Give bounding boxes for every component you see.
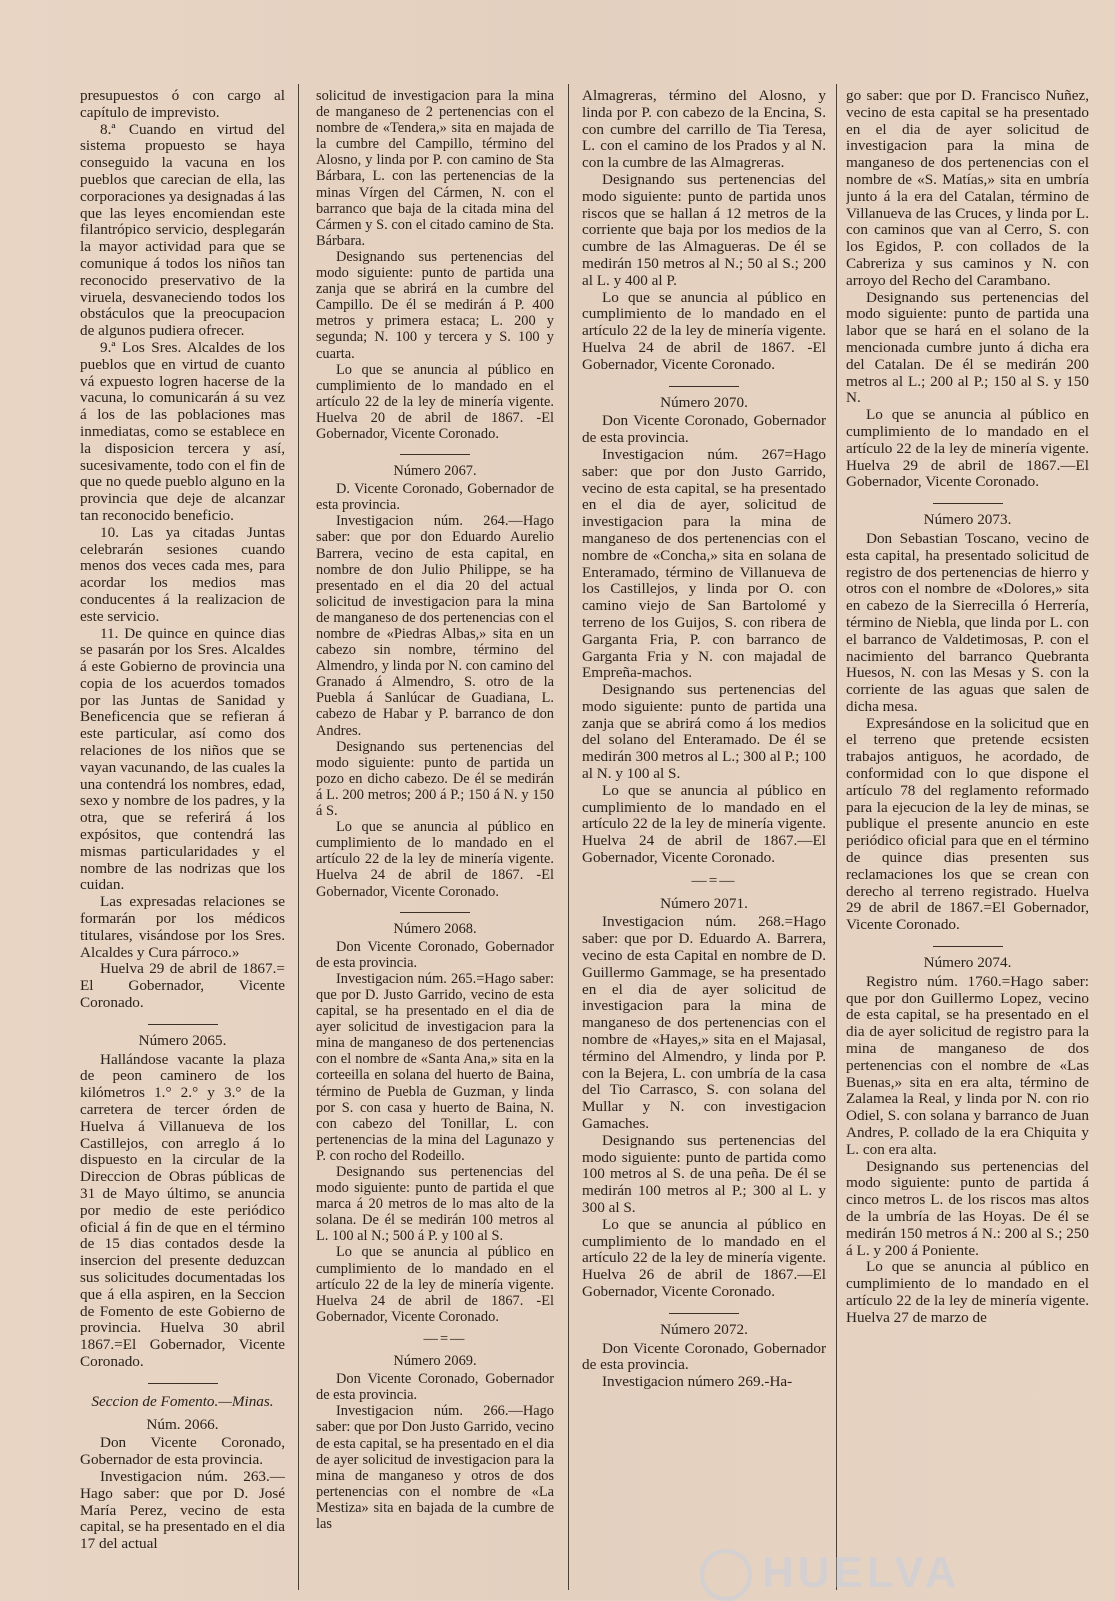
section-heading: Seccion de Fomento.—Minas. — [91, 1392, 274, 1410]
paragraph: Lo que se anuncia al público en cumplimiento de lo mandado en el artículo 22 de la ley de minería vigente. Huelva 24 de abril de 1867. -El Gobernador, Vicente Coronado. — [582, 288, 826, 373]
separator — [148, 1383, 218, 1384]
paragraph: Don Vicente Coronado, Gobernador de esta provincia. — [316, 938, 554, 971]
paragraph: Designando sus pertenencias del modo siguiente: punto de partida el que marca á 20 metros de lo mas alto de la solana. De él se medirán 100 metros al L. 100 al N.; 500 á P. y 100 al S. — [316, 1164, 554, 1245]
column-2 — [316, 88, 554, 1600]
watermark-text: HUELVA — [762, 1548, 961, 1597]
paragraph: Designando sus pertenencias del modo siguiente: punto de partida como 100 metros al S. de una peña. De él se medirán 100 metros al P.; 300 al L. y 300 al S. — [582, 1131, 826, 1216]
separator: —=— — [423, 1330, 467, 1347]
paragraph: Designando sus pertenencias del modo siguiente: punto de partida un pozo en dicho cabezo. De él se medirán á L. 200 metros; 200 á P.; 150 á N. y 150 á S. — [316, 738, 554, 820]
separator: —=— — [691, 871, 737, 889]
paragraph: Don Vicente Coronado, Gobernador de esta provincia. — [582, 1339, 826, 1374]
paragraph: Investigacion núm. 266.—Hago saber: que por Don Justo Garrido, vecino de esta capital, se ha presentado en el dia de ayer solicitud de investigacion para la mina de manganeso y otros de dos pertenencias con el nombre de «La Mestiza» sita en bajada de la cumbre de las — [316, 1403, 554, 1532]
notice-heading: Número 2067. — [393, 463, 477, 480]
paragraph: Expresándose en la solicitud que en el terreno que pretende ecsisten trabajos antiguos, he acordado, de conformidad con lo que dispone el artículo 78 del reglamento reformado para la ejecucion de la ley de minas, se publique el presente anuncio en este periódico oficial para que en el término de quince dias presenten sus reclamaciones los que se crean con derecho al terreno registrado. Huelva 29 de abril de 1867.=El Gobernador, Vicente Coronado. — [846, 714, 1089, 934]
paragraph: Investigacion núm. 264.—Hago saber: que por don Eduardo Aurelio Barrera, vecino de esta capital, en nombre de don Julio Philippe, se ha presentado en el dia 20 del actual solicitud de investigacion para la mina de manganeso de dos pertenencias con el nombre de «Piedras Albas,» sita en un cabezo sin nombre, término del Almendro, y linda por N. con camino del Granado á Almendro, S. otro de la Puebla á Sanlúcar de Guadiana, L. cabezo de Habar y P. barranco de don Andres. — [316, 513, 554, 739]
paragraph: Investigacion núm. 268.=Hago saber: que por D. Eduardo A. Barrera, vecino de esta Capital en nombre de D. Guillermo Gammage, se ha presentado en el dia de ayer solicitud de investigacion para la mina de manganeso de dos pertenencias con el nombre de «Hayes,» sita en el Majasal, término del Almendro, y linda por P. con la Bejera, L. con umbría de la casa del Tio Carrasco, S. con solana del Mullar y N. con investigacion Gamaches. — [582, 913, 826, 1133]
notice-heading: Número 2070. — [660, 393, 748, 411]
paragraph: Don Sebastian Toscano, vecino de esta capital, ha presentado solicitud de registro de dos pertenencias de hierro y otros con el nombre de «Dolores,» sita en cabezo de la Sierrecilla ó Herrería, término de Niebla, que linda por L. con el barranco de Valdetimosas, P. con el nacimiento del barranco Quebranta Huesos, N. con las Mesas y S. con la corriente de las aguas que salen de dicha mesa. — [846, 529, 1089, 715]
notice-heading: Número 2068. — [393, 920, 477, 937]
paragraph: Lo que se anuncia al público en cumplimiento de lo mandado en el artículo 22 de la ley de minería vigente. Huelva 20 de abril de 1867. -El Gobernador, Vicente Coronado. — [316, 361, 554, 442]
archive-watermark — [700, 1548, 1100, 1600]
separator — [669, 1313, 739, 1314]
paragraph: Registro núm. 1760.=Hago saber: que por don Guillermo Lopez, vecino de esta capital, se ha presentado en el dia de ayer solicitud de registro para la mina de manganeso de dos pertenencias con el nombre de «Las Buenas,» sita en era alta, término de Zalamea la Real, y linda por N. con rio Odiel, S. con solana y barranco de Juan Andres, P. collado de la era Chiquita y L. con era alta. — [846, 972, 1089, 1158]
paragraph: Don Vicente Coronado, Gobernador de esta provincia. — [316, 1371, 554, 1404]
paragraph: Investigacion núm. 263.—Hago saber: que por D. José María Perez, vecino de esta capital, se ha presentado en el dia 17 del actual — [80, 1467, 285, 1553]
separator — [933, 946, 1003, 947]
notice-heading: Número 2071. — [660, 894, 748, 912]
paragraph: go saber: que por D. Francisco Nuñez, vecino de esta capital se ha presentado en el dia de ayer solicitud de investigacion para la mina de manganeso de dos pertenencias con el nombre de «S. Matías,» sita en umbría junto á la era del Catalan, término de Villanueva de las Cruces, y linda por L. con caminos que van al Cerro, S. con los Egidos, P. con collados de la Cabreriza y sus caminos y N. con arroyo del Recho del Carambano. — [846, 88, 1089, 289]
notice-heading: Número 2074. — [923, 954, 1012, 972]
paragraph: Las expresadas relaciones se formarán por los médicos titulares, visándose por los Sres. Alcaldes y Cura párroco.» — [80, 893, 285, 961]
notice-heading: Número 2069. — [393, 1353, 477, 1370]
column-rule — [298, 84, 299, 1590]
notice-heading: Número 2065. — [138, 1031, 227, 1049]
paragraph: Lo que se anuncia al público en cumplimiento de lo mandado en el artículo 22 de la ley de minería vigente. Huelva 27 de marzo de — [846, 1258, 1089, 1326]
paragraph: 9.ª Los Sres. Alcaldes de los pueblos que en virtud de cuanto vá expuesto logren hacerse de la vacuna, lo comunicarán á su vez á los de las poblaciones mas inmediatas, como se establece en la disposicion tercera y así, sucesivamente, todo con el fin de que no quede pueblo alguno en la provincia que deje de alcanzar tan reconocido beneficio. — [80, 338, 285, 524]
paragraph: Lo que se anuncia al público en cumplimiento de lo mandado en el artículo 22 de la ley de minería vigente. Huelva 26 de abril de 1867.—El Gobernador, Vicente Coronado. — [582, 1215, 826, 1300]
paragraph: Designando sus pertenencias del modo siguiente: punto de partida una zanja que se abrirá como á los medios del solano del Enteramado. De él se medirán 300 metros al L.; 300 al P.; 100 al N. y 100 al S. — [582, 681, 826, 783]
paragraph: Lo que se anuncia al público en cumplimiento de lo mandado en el artículo 22 de la ley de minería vigente. Huelva 24 de abril de 1867. -El Gobernador, Vicente Coronado. — [316, 819, 554, 900]
signature-line: Huelva 29 de abril de 1867.= El Gobernador, Vicente Coronado. — [80, 960, 285, 1012]
paragraph: Investigacion núm. 265.=Hago saber: que por D. Justo Garrido, vecino de esta capital, se ha presentado en el dia de ayer solicitud de investigacion para la mina de manganeso de dos pertenencias con el nombre de «Santa Ana,» sita en la corteeilla en solana del huerto de Baina, término de Puebla de Guzman, y linda por S. con casa y huerto de Baina, N. con cabezo del Tonillar, L. con pertenencias de la mina del Lagunazo y P. con rocho del Rodeillo. — [316, 970, 554, 1164]
seal-icon — [700, 1549, 752, 1601]
paragraph: Lo que se anuncia al público en cumplimiento de lo mandado en el artículo 22 de la ley de minería vigente. Huelva 24 de abril de 1867.—El Gobernador, Vicente Coronado. — [582, 781, 826, 867]
column-1 — [80, 88, 285, 1600]
separator — [400, 912, 470, 913]
separator — [400, 454, 470, 455]
separator — [669, 386, 739, 387]
paragraph: Designando sus pertenencias del modo siguiente: punto de partida una labor que se hará en el solano de la mencionada cumbre junto á dicha era del Catalan. De él se medirán 200 metros al L.; 200 al P.; 150 al S. y 150 N. — [846, 288, 1089, 407]
paragraph: Don Vicente Coronado, Gobernador de esta provincia. — [582, 412, 826, 447]
paragraph: Lo que se anuncia al público en cumplimiento de lo mandado en el artículo 22 de la ley de minería vigente. Huelva 29 de abril de 1867.—El Gobernador, Vicente Coronado. — [846, 406, 1089, 491]
column-4 — [846, 88, 1089, 1600]
notice-heading: Número 2072. — [660, 1320, 748, 1338]
column-3 — [582, 88, 826, 1600]
paragraph: presupuestos ó con cargo al capítulo de imprevisto. — [80, 88, 285, 121]
paragraph: Hallándose vacante la plaza de peon caminero de los kilómetros 1.° 2.° y 3.° de la carretera de tercer órden de Huelva á Villanueva de los Castillejos, con arreglo á lo dispuesto en la circular de la Direccion de Obras públicas de 31 de Mayo último, se anuncia por medio de este periódico oficial á fin de que en el término de 15 dias contados desde la insercion del presente deduzcan sus solicitudes documentadas los que á ella aspiren, en la Seccion de Fomento de este Gobierno de provincia. Huelva 30 abril 1867.=El Gobernador, Vicente Coronado. — [80, 1050, 285, 1370]
paragraph: Investigacion núm. 267=Hago saber: que por don Justo Garrido, vecino de esta capital, se ha presentado en el dia de ayer, solicitud de investigacion para la mina de manganeso de dos pertenencias con el nombre de «Concha,» sita en solana de Enteramado, término de Villanueva de los Castillejos, y linda por O. con camino viejo de San Bartolomé y terreno de los Guijos, S. con ribera de Garganta Fria, P. con barranco de Garganta Fria y N. con majadal de Empreña-machos. — [582, 445, 826, 682]
paragraph: Lo que se anuncia al público en cumplimiento de lo mandado en el artículo 22 de la ley de minería vigente. Huelva 24 de abril de 1867. -El Gobernador, Vicente Coronado. — [316, 1244, 554, 1325]
paragraph: Don Vicente Coronado, Gobernador de esta provincia. — [80, 1434, 285, 1469]
notice-heading: Número 2073. — [923, 511, 1012, 529]
paragraph: Designando sus pertenencias del modo siguiente: punto de partida una zanja que se abrirá en la cumbre del Campillo. De él se medirán á P. 400 metros y primera estaca; L. 200 y segunda; N. 100 y tercera y S. 100 y cuarta. — [316, 248, 554, 362]
separator — [148, 1024, 218, 1025]
paragraph: 8.ª Cuando en virtud del sistema propuesto se haya conseguido la vacuna en los pueblos que carecian de ella, las corporaciones ya designadas á las que las leyes encomiendan este filantrópico servicio, desplegarán la mayor actividad para que se comunique á todos los niños tan reconocido preservativo de la viruela, desvaneciendo todos los obstáculos que la preocupacion de algunos pudiera ofrecer. — [80, 120, 285, 340]
paragraph: D. Vicente Coronado, Gobernador de esta provincia. — [316, 481, 554, 514]
paragraph: Designando sus pertenencias del modo siguiente: punto de partida unos riscos que se hallan á 12 metros de la corriente que baja por los medios de la cumbre de las Almagueras. De él se medirán 150 metros al N.; 50 al S.; 200 al L. y 400 al P. — [582, 170, 826, 289]
separator — [933, 503, 1003, 504]
column-rule — [568, 84, 569, 1590]
paragraph: solicitud de investigacion para la mina de manganeso de 2 pertenencias con el nombre de «Tendera,» sita en majada de la cumbre del Campillo, término del Alosno, y linda por P. con camino de Sta Bárbara, L. con las pertenencias de la minas Vírgen del Cármen, N. con el barranco que baja de la citada mina del Cármen y S. con el citado camino de Sta. Bárbara. — [316, 88, 554, 249]
paragraph: Almagreras, término del Alosno, y linda por P. con cabezo de la Encina, S. con cumbre del carrillo de Tia Teresa, L. con el camino de los Prados y al N. con la cumbre de las Almagreras. — [582, 88, 826, 172]
paragraph: 10. Las ya citadas Juntas celebrarán sesiones cuando menos dos veces cada mes, para acordar los medios mas conducentes á la realizacion de este servicio. — [80, 523, 285, 625]
paragraph: Designando sus pertenencias del modo siguiente: punto de partida á cinco metros L. de los riscos mas altos de la umbría de las Hoyas. De él se medirán 150 metros á N.: 200 al S.; 250 á L. y 200 á Poniente. — [846, 1157, 1089, 1259]
paragraph: Investigacion número 269.-Ha- — [602, 1373, 793, 1391]
paragraph: 11. De quince en quince dias se pasarán por los Sres. Alcaldes á este Gobierno de provincia una copia de los acuerdos tomados por las Juntas de Sanidad y Beneficencia que se refieran á este particular, así como dos relaciones de los niños que se vayan vacunando, de las cuales la una contendrá los nombres, edad, sexo y nombre de los padres, y la otra, que se referirá á los expósitos, que contendrá las mismas particularidades y el nombre de las nodrizas que los cuidan. — [80, 624, 285, 894]
column-rule — [836, 84, 837, 1590]
notice-heading: Núm. 2066. — [146, 1415, 219, 1433]
